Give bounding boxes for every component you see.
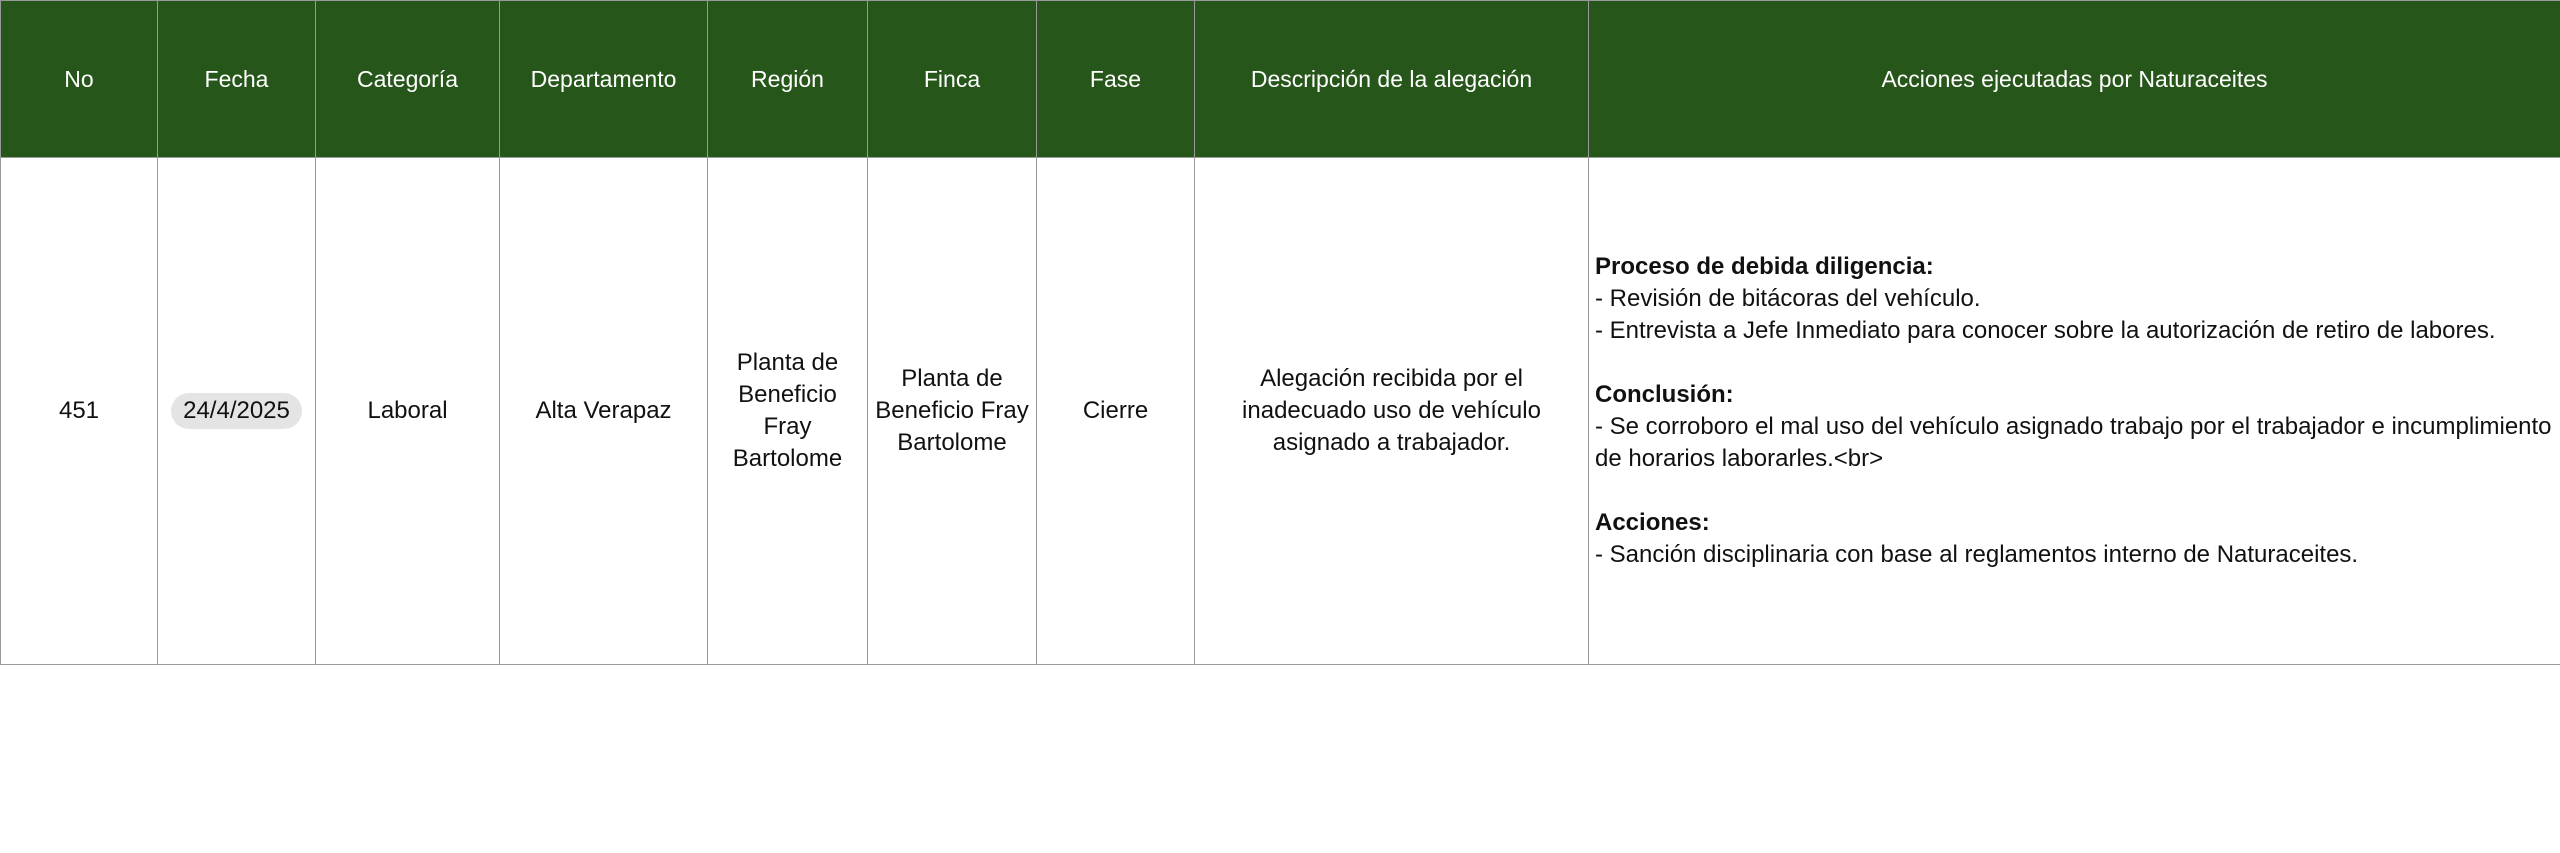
column-header-region[interactable]: Región [708, 1, 868, 158]
cell-region: Planta de Beneficio Fray Bartolome [708, 158, 868, 665]
column-header-finca[interactable]: Finca [868, 1, 1037, 158]
spacer [1595, 475, 2552, 507]
proceso-title: Proceso de debida diligencia: [1595, 253, 1934, 280]
table-body [1, 158, 2560, 665]
spacer [1595, 347, 2552, 379]
column-header-acciones[interactable]: Acciones ejecutadas por Naturaceites [1589, 1, 2560, 158]
column-header-fase[interactable]: Fase [1037, 1, 1195, 158]
cell-fase: Cierre [1037, 158, 1195, 665]
acciones-title: Acciones: [1595, 509, 1710, 536]
cell-fecha [158, 158, 316, 665]
table-header [1, 1, 2560, 158]
header-row [1, 1, 2560, 158]
column-header-departamento[interactable]: Departamento [500, 1, 708, 158]
cell-departamento: Alta Verapaz [500, 158, 708, 665]
date-chip[interactable]: 24/4/2025 [171, 393, 302, 429]
column-header-no[interactable]: No [1, 1, 158, 158]
cell-descripcion: Alegación recibida por el inadecuado uso de vehículo asignado a trabajador. [1195, 158, 1589, 665]
cell-finca: Planta de Beneficio Fray Bartolome [868, 158, 1037, 665]
proceso-line: - Entrevista a Jefe Inmediato para conocer sobre la autorización de retiro de labores. [1595, 317, 2496, 344]
conclusion-title: Conclusión: [1595, 381, 1734, 408]
proceso-line: - Revisión de bitácoras del vehículo. [1595, 285, 1981, 312]
table-row[interactable] [1, 158, 2560, 665]
cell-no: 451 [1, 158, 158, 665]
column-header-descripcion[interactable]: Descripción de la alegación [1195, 1, 1589, 158]
cell-categoria: Laboral [316, 158, 500, 665]
cell-acciones [1589, 158, 2560, 665]
conclusion-line: - Se corroboro el mal uso del vehículo asignado trabajo por el trabajador e incumplimiento de horarios laborarles.<br> [1595, 413, 2552, 472]
column-header-fecha[interactable]: Fecha [158, 1, 316, 158]
column-header-categoria[interactable]: Categoría [316, 1, 500, 158]
acciones-line: - Sanción disciplinaria con base al reglamentos interno de Naturaceites. [1595, 541, 2359, 568]
